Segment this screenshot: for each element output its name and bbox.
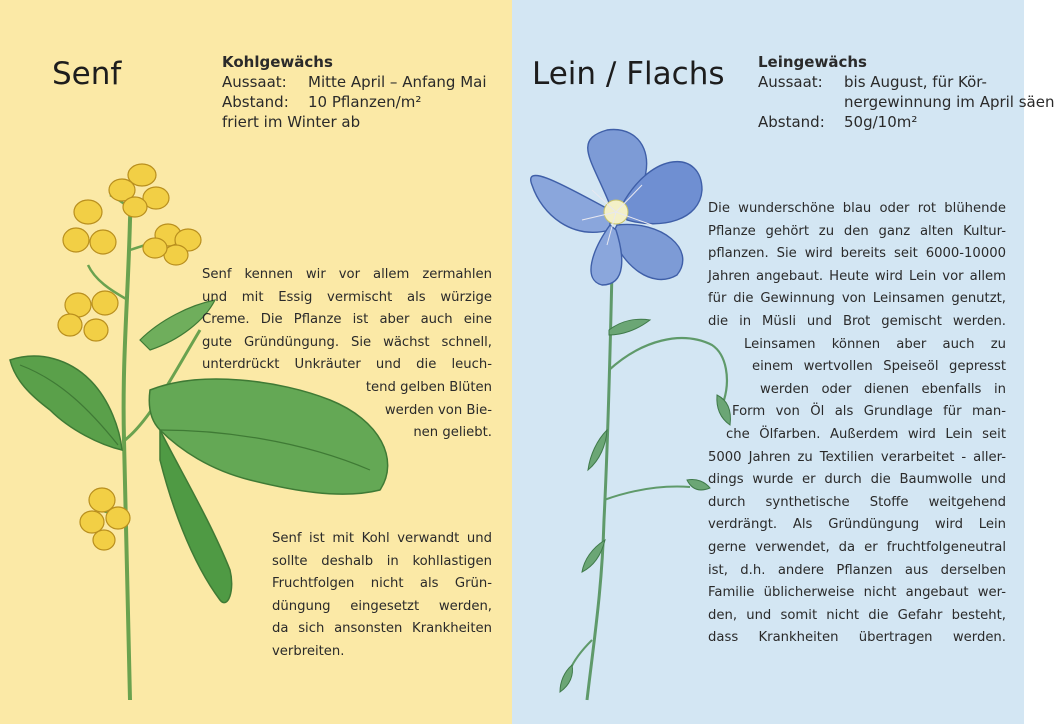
lein-spacing-row	[758, 112, 1054, 132]
text-line: und mit Essig vermischt als würzige	[202, 289, 492, 305]
senf-sowing-row	[222, 72, 487, 92]
lein-family: Leingewächs	[758, 53, 867, 71]
text-line: da sich ansonsten Krankheiten	[272, 621, 492, 637]
lein-title: Lein / Flachs	[532, 56, 725, 92]
senf-paragraph-2	[272, 528, 492, 664]
lein-page	[512, 0, 1054, 724]
text-line: pflanzen. Sie wird bereits seit 6000-10000	[708, 246, 1006, 262]
text-line: die in Müsli und Brot gemischt werden.	[708, 313, 1006, 329]
lein-sowing-value: bis August, für Kör-	[844, 73, 987, 91]
text-line: unterdrückt Unkräuter und die leuch-	[202, 357, 492, 373]
senf-page	[0, 0, 512, 724]
lein-sowing-row	[758, 72, 1054, 92]
senf-info-block	[222, 52, 487, 132]
senf-sowing-label: Aussaat:	[222, 73, 287, 91]
text-line: Creme. Die Pflanze ist aber auch eine	[202, 312, 492, 328]
senf-spacing-row	[222, 92, 487, 112]
text-line: 5000 Jahren zu Textilien verarbeitet - aller-	[708, 449, 1006, 465]
lein-info-block	[758, 52, 1054, 132]
text-line: Jahren angebaut. Heute wird Lein vor allem	[708, 268, 1006, 284]
text-line: einem wertvollen Speiseöl gepresst	[752, 359, 1006, 375]
text-line: che Ölfarben. Außerdem wird Lein seit	[726, 426, 1006, 442]
senf-family: Kohlgewächs	[222, 53, 333, 71]
text-line: durch synthetische Stoffe weitgehend	[708, 494, 1006, 510]
lein-sowing-label: Aussaat:	[758, 73, 823, 91]
text-line: für die Gewinnung von Leinsamen genutzt,	[708, 291, 1006, 307]
text-line: Senf ist mit Kohl verwandt und	[272, 531, 492, 546]
text-line: werden oder dienen ebenfalls in	[760, 381, 1006, 397]
text-line: gerne verwendet, da er fruchtfolgeneutral	[708, 539, 1006, 555]
lein-spacing-value: 50g/10m²	[844, 113, 918, 131]
text-line: dings wurde er durch die Baumwolle und	[708, 472, 1006, 488]
text-line: nen geliebt.	[413, 425, 492, 441]
senf-spacing-value: 10 Pflanzen/m²	[308, 93, 422, 111]
text-line: Familie üblicherweise nicht angebaut wer-	[708, 585, 1006, 601]
senf-spacing-label: Abstand:	[222, 93, 289, 111]
text-line: sollte deshalb in kohllastigen	[272, 553, 492, 569]
senf-sowing-value: Mitte April – Anfang Mai	[308, 73, 487, 91]
text-line: gute Gründüngung. Sie wächst schnell,	[202, 334, 492, 350]
text-line: verbreiten.	[272, 643, 345, 659]
text-line: düngung eingesetzt werden,	[272, 598, 492, 614]
lein-paragraph	[708, 198, 1006, 650]
text-line: Senf kennen wir vor allem zermahlen	[202, 267, 492, 282]
text-line: verdrängt. Als Gründüngung wird Lein	[708, 517, 1006, 533]
senf-title: Senf	[52, 56, 122, 92]
text-line: Pflanze gehört zu den ganz alten Kultur-	[708, 223, 1006, 239]
text-line: tend gelben Blüten	[365, 379, 492, 395]
text-line: Die wunderschöne blau oder rot blühende	[708, 201, 1006, 216]
senf-paragraph-1	[202, 264, 492, 445]
text-line: Leinsamen können aber auch zu	[744, 336, 1006, 352]
lein-spacing-label: Abstand:	[758, 113, 825, 131]
text-line: den, und somit nicht die Gefahr besteht,	[708, 607, 1006, 623]
text-line: ist, d.h. andere Pflanzen aus derselben	[708, 562, 1006, 578]
text-line: Form von Öl als Grundlage für man-	[732, 404, 1006, 420]
lein-sowing-value-2: nergewinnung im April säen	[844, 93, 1054, 111]
text-line: Fruchtfolgen nicht als Grün-	[272, 576, 492, 592]
text-line: werden von Bie-	[384, 402, 492, 418]
senf-winter-note: friert im Winter ab	[222, 113, 361, 131]
text-line: dass Krankheiten übertragen werden.	[708, 630, 1006, 646]
